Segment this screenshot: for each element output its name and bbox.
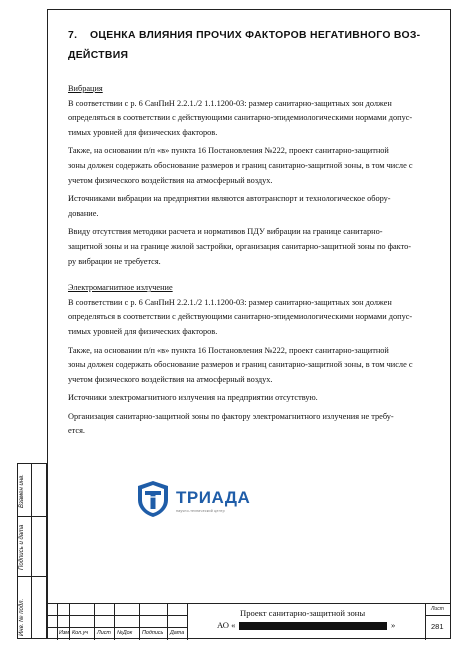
col-label-list: Лист (97, 630, 111, 636)
em-section (68, 281, 440, 439)
vibration-section (68, 82, 440, 269)
company-logo (136, 478, 256, 526)
section-number: 7. (68, 30, 78, 41)
doc-title-line-2: АО « (217, 620, 236, 630)
col-label-izm: Изм. (59, 630, 71, 636)
doc-title-line-2-end: » (391, 620, 396, 630)
em-paragraph-1: В соответствии с р. 6 СанПиН 2.2.1./2 1.1.1200-03: размер санитарно-защитных зон должен определяться в соответствии с действующими санитарно-эпидемиологическими нормами допус- тимых уровней для физических факторов. (68, 297, 413, 336)
em-paragraph-3: Источники электромагнитного излучения на предприятии отсутствую. (68, 393, 318, 403)
em-paragraph-4: Организация санитарно-защитной зоны по фактору электромагнитного излучения не требу- ется. (68, 411, 394, 436)
logo-name: ТРИАДА (176, 488, 251, 507)
vibration-paragraph-2: Также, на основании п/п «в» пункта 16 Постановления №222, проект санитарно-защитной зоны должен содержать обоснование размеров и границ санитарно-защитной зоны, в том числе с учетом физического воздействия на атмосферный воздух. (68, 146, 413, 185)
strip-label-replace: Взамен инв. (19, 474, 25, 508)
triada-shield-icon (136, 480, 170, 518)
document-body (68, 26, 440, 439)
sheet-number: 281 (431, 622, 444, 631)
vibration-paragraph-1: В соответствии с р. 6 СанПиН 2.2.1./2 1.1.1200-03: размер санитарно-защитных зон должен определяться в соответствии с действующими санитарно-эпидемиологическими нормами допус- тимых уровней для физических факторов. (68, 98, 413, 137)
sheet-label: Лист (431, 606, 444, 612)
col-label-date: Дата (170, 630, 185, 636)
title-block (47, 603, 451, 639)
em-paragraph-2: Также, на основании п/п «в» пункта 16 Постановления №222, проект санитарно-защитной зоны должен содержать обоснование размеров и границ санитарно-защитной зоны, в том числе с учетом физического воздействия на атмосферный воздух. (68, 345, 413, 384)
binding-strip (17, 463, 47, 639)
heading-line-1: ОЦЕНКА ВЛИЯНИЯ ПРОЧИХ ФАКТОРОВ НЕГАТИВНОГО ВОЗ- (90, 30, 421, 41)
col-label-kolich: Кол.уч (72, 630, 89, 636)
redaction-bar (239, 622, 387, 630)
doc-title-line-1: Проект санитарно-защитной зоны (240, 608, 366, 618)
strip-label-inventory: Инв. № подл. (19, 598, 25, 636)
vibration-paragraph-4: Ввиду отсутствия методики расчета и нормативов ПДУ вибрации на границе санитарно- защитной зоны и на границе жилой застройки, организация санитарно-защитной зоны по факто- ру вибрации не требуется. (68, 227, 412, 266)
em-subtitle: Электромагнитное излучение (68, 283, 173, 293)
heading-line-2: ДЕЙСТВИЯ (68, 50, 129, 61)
section-heading (68, 26, 440, 66)
vibration-paragraph-3: Источниками вибрации на предприятии являются автотранспорт и технологическое обору- дование. (68, 194, 391, 218)
logo-tagline: научно-технический центр (176, 509, 225, 513)
col-label-doc: №Док (117, 630, 133, 636)
strip-label-signature: Подпись и дата (19, 524, 25, 570)
col-label-signature: Подпись (142, 630, 164, 636)
vibration-subtitle: Вибрация (68, 84, 103, 93)
